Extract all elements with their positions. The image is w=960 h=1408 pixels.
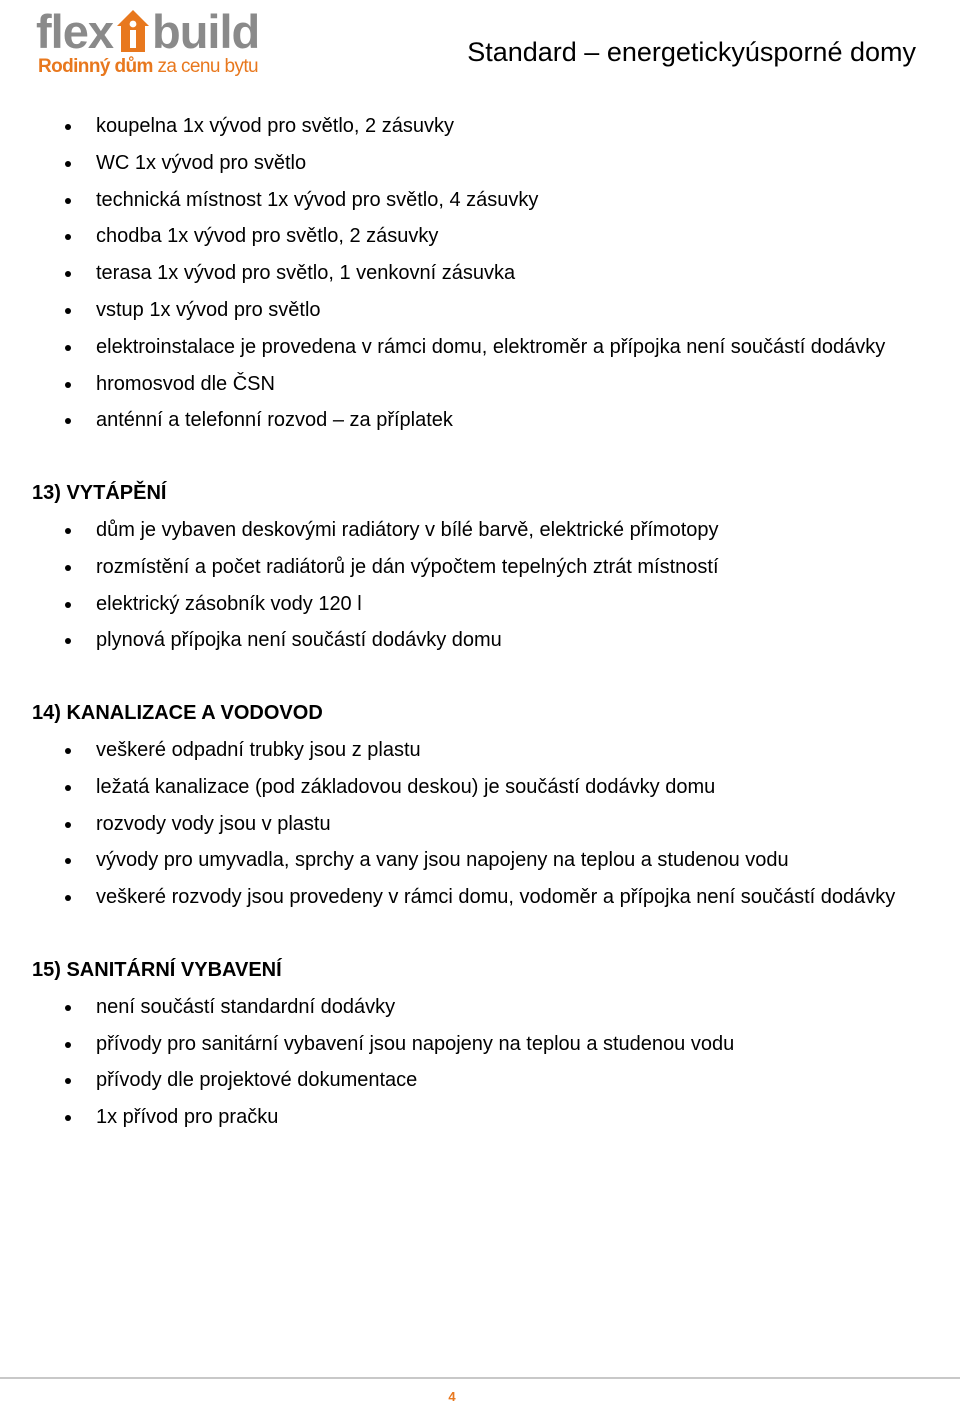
section-heading: 14) KANALIZACE A VODOVOD — [32, 702, 323, 725]
logo-word-build: build — [152, 5, 260, 58]
bullet-icon — [65, 308, 71, 314]
bullet-icon — [65, 858, 71, 864]
bullet-icon — [65, 345, 71, 351]
house-i-icon — [115, 8, 151, 52]
list-item-text: koupelna 1x vývod pro světlo, 2 zásuvky — [96, 115, 454, 137]
bullet-icon — [65, 822, 71, 828]
list-item-text: rozmístění a počet radiátorů je dán výpočtem tepelných ztrát místností — [96, 555, 719, 578]
bullet-icon — [65, 161, 71, 167]
bullet-icon — [65, 1115, 71, 1121]
list-item-text: vývody pro umyvadla, sprchy a vany jsou napojeny na teplou a studenou vodu — [96, 849, 789, 872]
logo-wordmark — [36, 4, 259, 60]
bullet-icon — [65, 382, 71, 388]
section-list — [32, 989, 912, 1136]
list-item-text: plynová přípojka není součástí dodávky domu — [96, 629, 502, 652]
list-item — [32, 806, 912, 843]
list-item — [32, 108, 912, 145]
bullet-icon — [65, 602, 71, 608]
list-item — [32, 549, 912, 586]
sections-container — [32, 475, 912, 1136]
list-item — [32, 512, 912, 549]
list-item-text: rozvody vody jsou v plastu — [96, 812, 331, 835]
bullet-icon — [65, 895, 71, 901]
list-item-text: ležatá kanalizace (pod základovou deskou) je součástí dodávky domu — [96, 775, 716, 798]
list-item — [32, 255, 912, 292]
list-item — [32, 879, 912, 916]
list-item-text: dům je vybaven deskovými radiátory v bílé barvě, elektrické přímotopy — [96, 518, 719, 541]
bullet-icon — [65, 528, 71, 534]
list-item-text: technická místnost 1x vývod pro světlo, 4 zásuvky — [96, 188, 539, 211]
bullet-icon — [65, 418, 71, 424]
bullet-icon — [65, 1042, 71, 1048]
list-item-text: hromosvod dle ČSN — [96, 372, 275, 395]
intro-list — [32, 108, 912, 439]
list-item — [32, 732, 912, 769]
list-item — [32, 329, 912, 366]
footer-divider — [0, 1377, 960, 1379]
list-item-text: veškeré odpadní trubky jsou z plastu — [96, 738, 421, 761]
list-item-text: terasa 1x vývod pro světlo, 1 venkovní zásuvka — [96, 262, 516, 285]
list-item-text: anténní a telefonní rozvod – za příplatek — [96, 409, 453, 432]
list-item-text: přívody pro sanitární vybavení jsou napojeny na teplou a studenou vodu — [96, 1032, 735, 1055]
list-item — [32, 622, 912, 659]
bullet-icon — [65, 1005, 71, 1011]
list-item-text: chodba 1x vývod pro světlo, 2 zásuvky — [96, 225, 439, 248]
company-logo — [36, 4, 276, 80]
page-number: 4 — [448, 1389, 456, 1404]
list-item — [32, 218, 912, 255]
bullet-icon — [65, 198, 71, 204]
list-item-text: elektrický zásobník vody 120 l — [96, 592, 362, 615]
list-item-text: veškeré rozvody jsou provedeny v rámci domu, vodoměr a přípojka není součástí dodávky — [96, 886, 896, 909]
list-item-text: vstup 1x vývod pro světlo — [96, 298, 321, 321]
logo-tagline — [38, 56, 258, 78]
page-title: Standard – energetickyúsporné domy — [467, 37, 916, 67]
logo-tagline-rest: za cenu bytu — [152, 56, 258, 77]
list-item — [32, 292, 912, 329]
bullet-icon — [65, 1078, 71, 1084]
list-item-text: přívody dle projektové dokumentace — [96, 1069, 418, 1092]
logo-tagline-bold: Rodinný dům — [38, 56, 153, 77]
list-item-text: elektroinstalace je provedena v rámci domu, elektroměr a přípojka není součástí dodávky — [96, 335, 886, 358]
bullet-icon — [65, 565, 71, 571]
list-item — [32, 989, 912, 1026]
logo-word-flex: flex — [36, 5, 113, 58]
section-list — [32, 512, 912, 659]
list-item — [32, 586, 912, 623]
list-item — [32, 769, 912, 806]
section-heading: 13) VYTÁPĚNÍ — [32, 482, 167, 505]
bullet-icon — [65, 638, 71, 644]
section-list — [32, 732, 912, 916]
list-item — [32, 402, 912, 439]
list-item — [32, 842, 912, 879]
section — [32, 475, 912, 659]
list-item — [32, 366, 912, 403]
list-item — [32, 1099, 912, 1136]
bullet-icon — [65, 748, 71, 754]
bullet-icon — [65, 124, 71, 130]
bullet-icon — [65, 234, 71, 240]
section — [32, 695, 912, 916]
section — [32, 952, 912, 1136]
document-body — [32, 108, 912, 1136]
list-item — [32, 182, 912, 219]
list-item-text: 1x přívod pro pračku — [96, 1106, 279, 1129]
list-item-text: WC 1x vývod pro světlo — [96, 151, 307, 174]
bullet-icon — [65, 271, 71, 277]
list-item — [32, 1062, 912, 1099]
list-item — [32, 1026, 912, 1063]
list-item — [32, 145, 912, 182]
list-item-text: není součástí standardní dodávky — [96, 995, 396, 1018]
section-heading: 15) SANITÁRNÍ VYBAVENÍ — [32, 958, 282, 981]
bullet-icon — [65, 785, 71, 791]
